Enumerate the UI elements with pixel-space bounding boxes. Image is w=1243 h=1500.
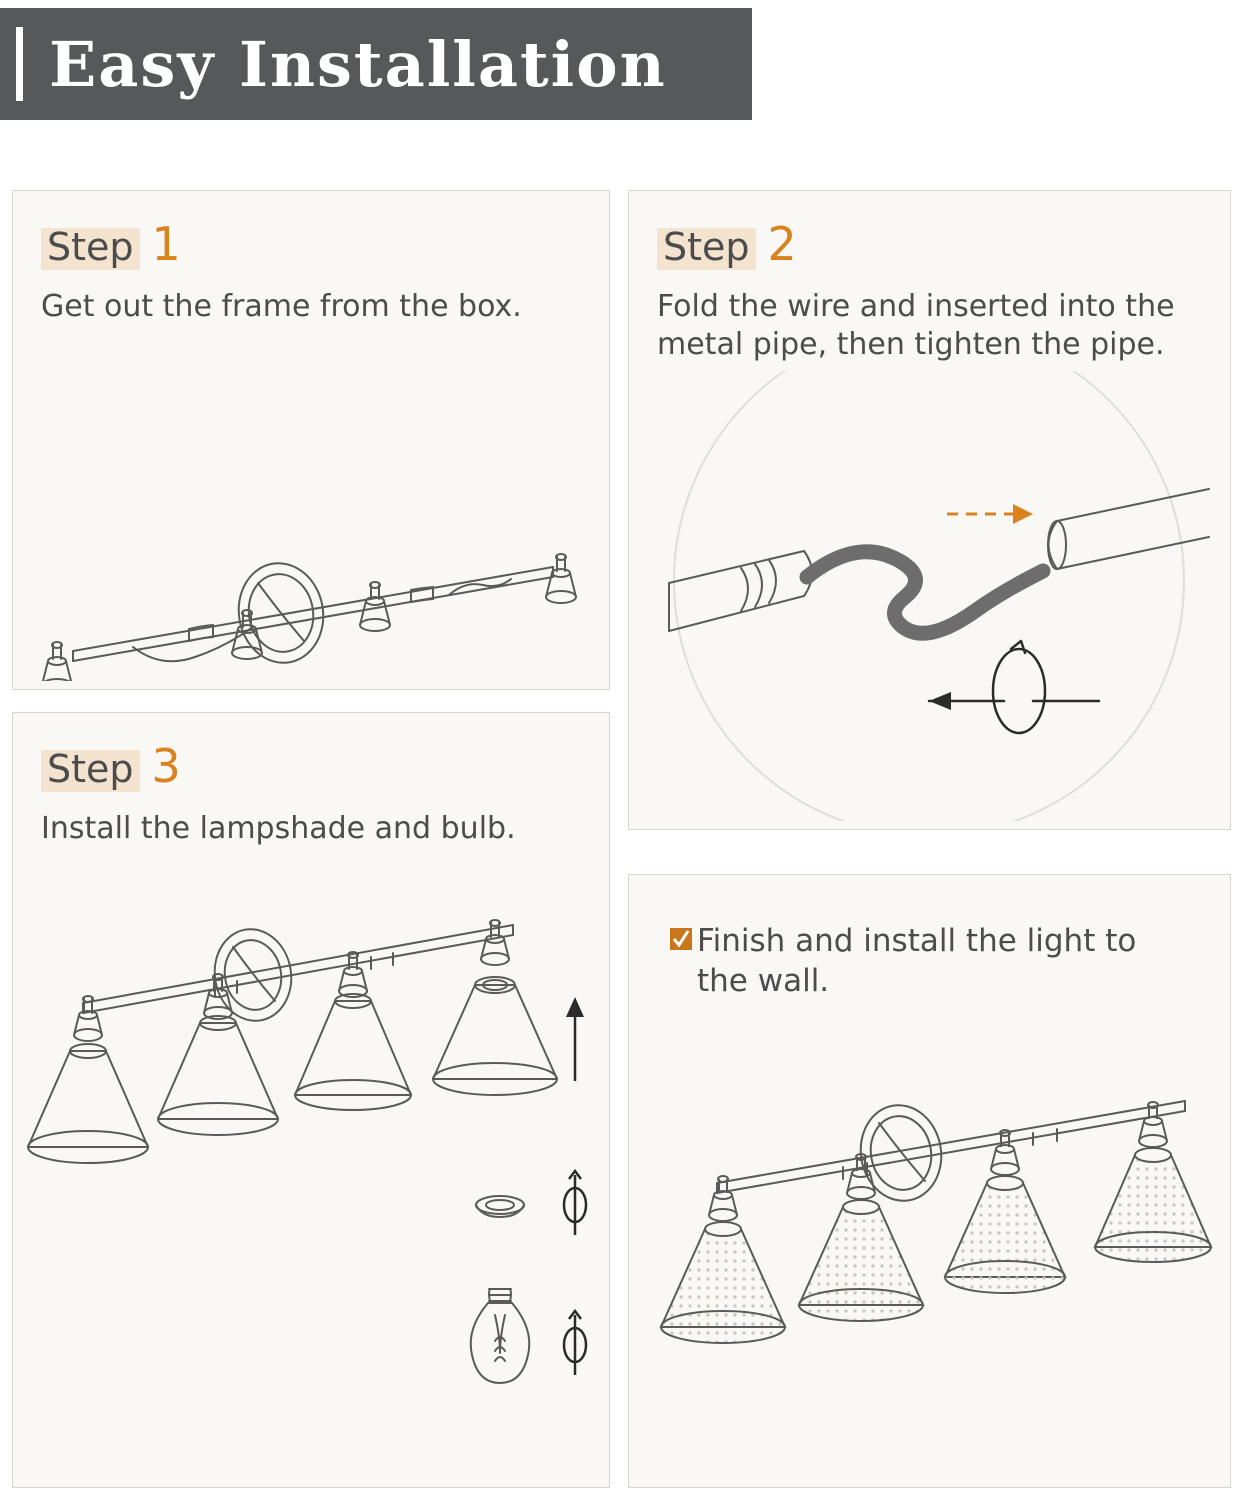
- step-2-label: [657, 217, 1230, 271]
- step-1-illustration: [13, 361, 609, 681]
- panel-step-1: [12, 190, 610, 690]
- panel-step-3: [12, 712, 610, 1488]
- step-2-description: Fold the wire and inserted into the metal pipe, then tighten the pipe.: [657, 288, 1175, 363]
- step-3-label: [41, 739, 609, 793]
- assembly-arrows: [564, 997, 586, 1375]
- step-2-word: Step: [657, 228, 756, 270]
- step-1-word: Step: [41, 228, 140, 270]
- step-1-description: Get out the frame from the box.: [41, 288, 522, 324]
- insertion-arrow: [947, 504, 1033, 524]
- step-1-number: 1: [151, 217, 181, 271]
- step-2-illustration: [629, 371, 1230, 821]
- checkbox-icon: [669, 927, 693, 951]
- panel-step-2: [628, 190, 1231, 830]
- step-3-word: Step: [41, 750, 140, 792]
- step-2-number: 2: [767, 217, 797, 271]
- step-3-number: 3: [151, 739, 181, 793]
- finish-note: [669, 921, 1196, 1002]
- step-1-label: [41, 217, 609, 271]
- page-header: [0, 8, 752, 120]
- header-accent-bar: [16, 27, 23, 101]
- step-3-illustration: [13, 893, 609, 1473]
- panel-finish: [628, 874, 1231, 1488]
- finish-illustration: [629, 1075, 1230, 1475]
- step-3-description: Install the lampshade and bulb.: [41, 810, 516, 846]
- finish-description: Finish and install the light to the wall.: [697, 923, 1137, 1000]
- page-title: Easy Installation: [49, 27, 667, 101]
